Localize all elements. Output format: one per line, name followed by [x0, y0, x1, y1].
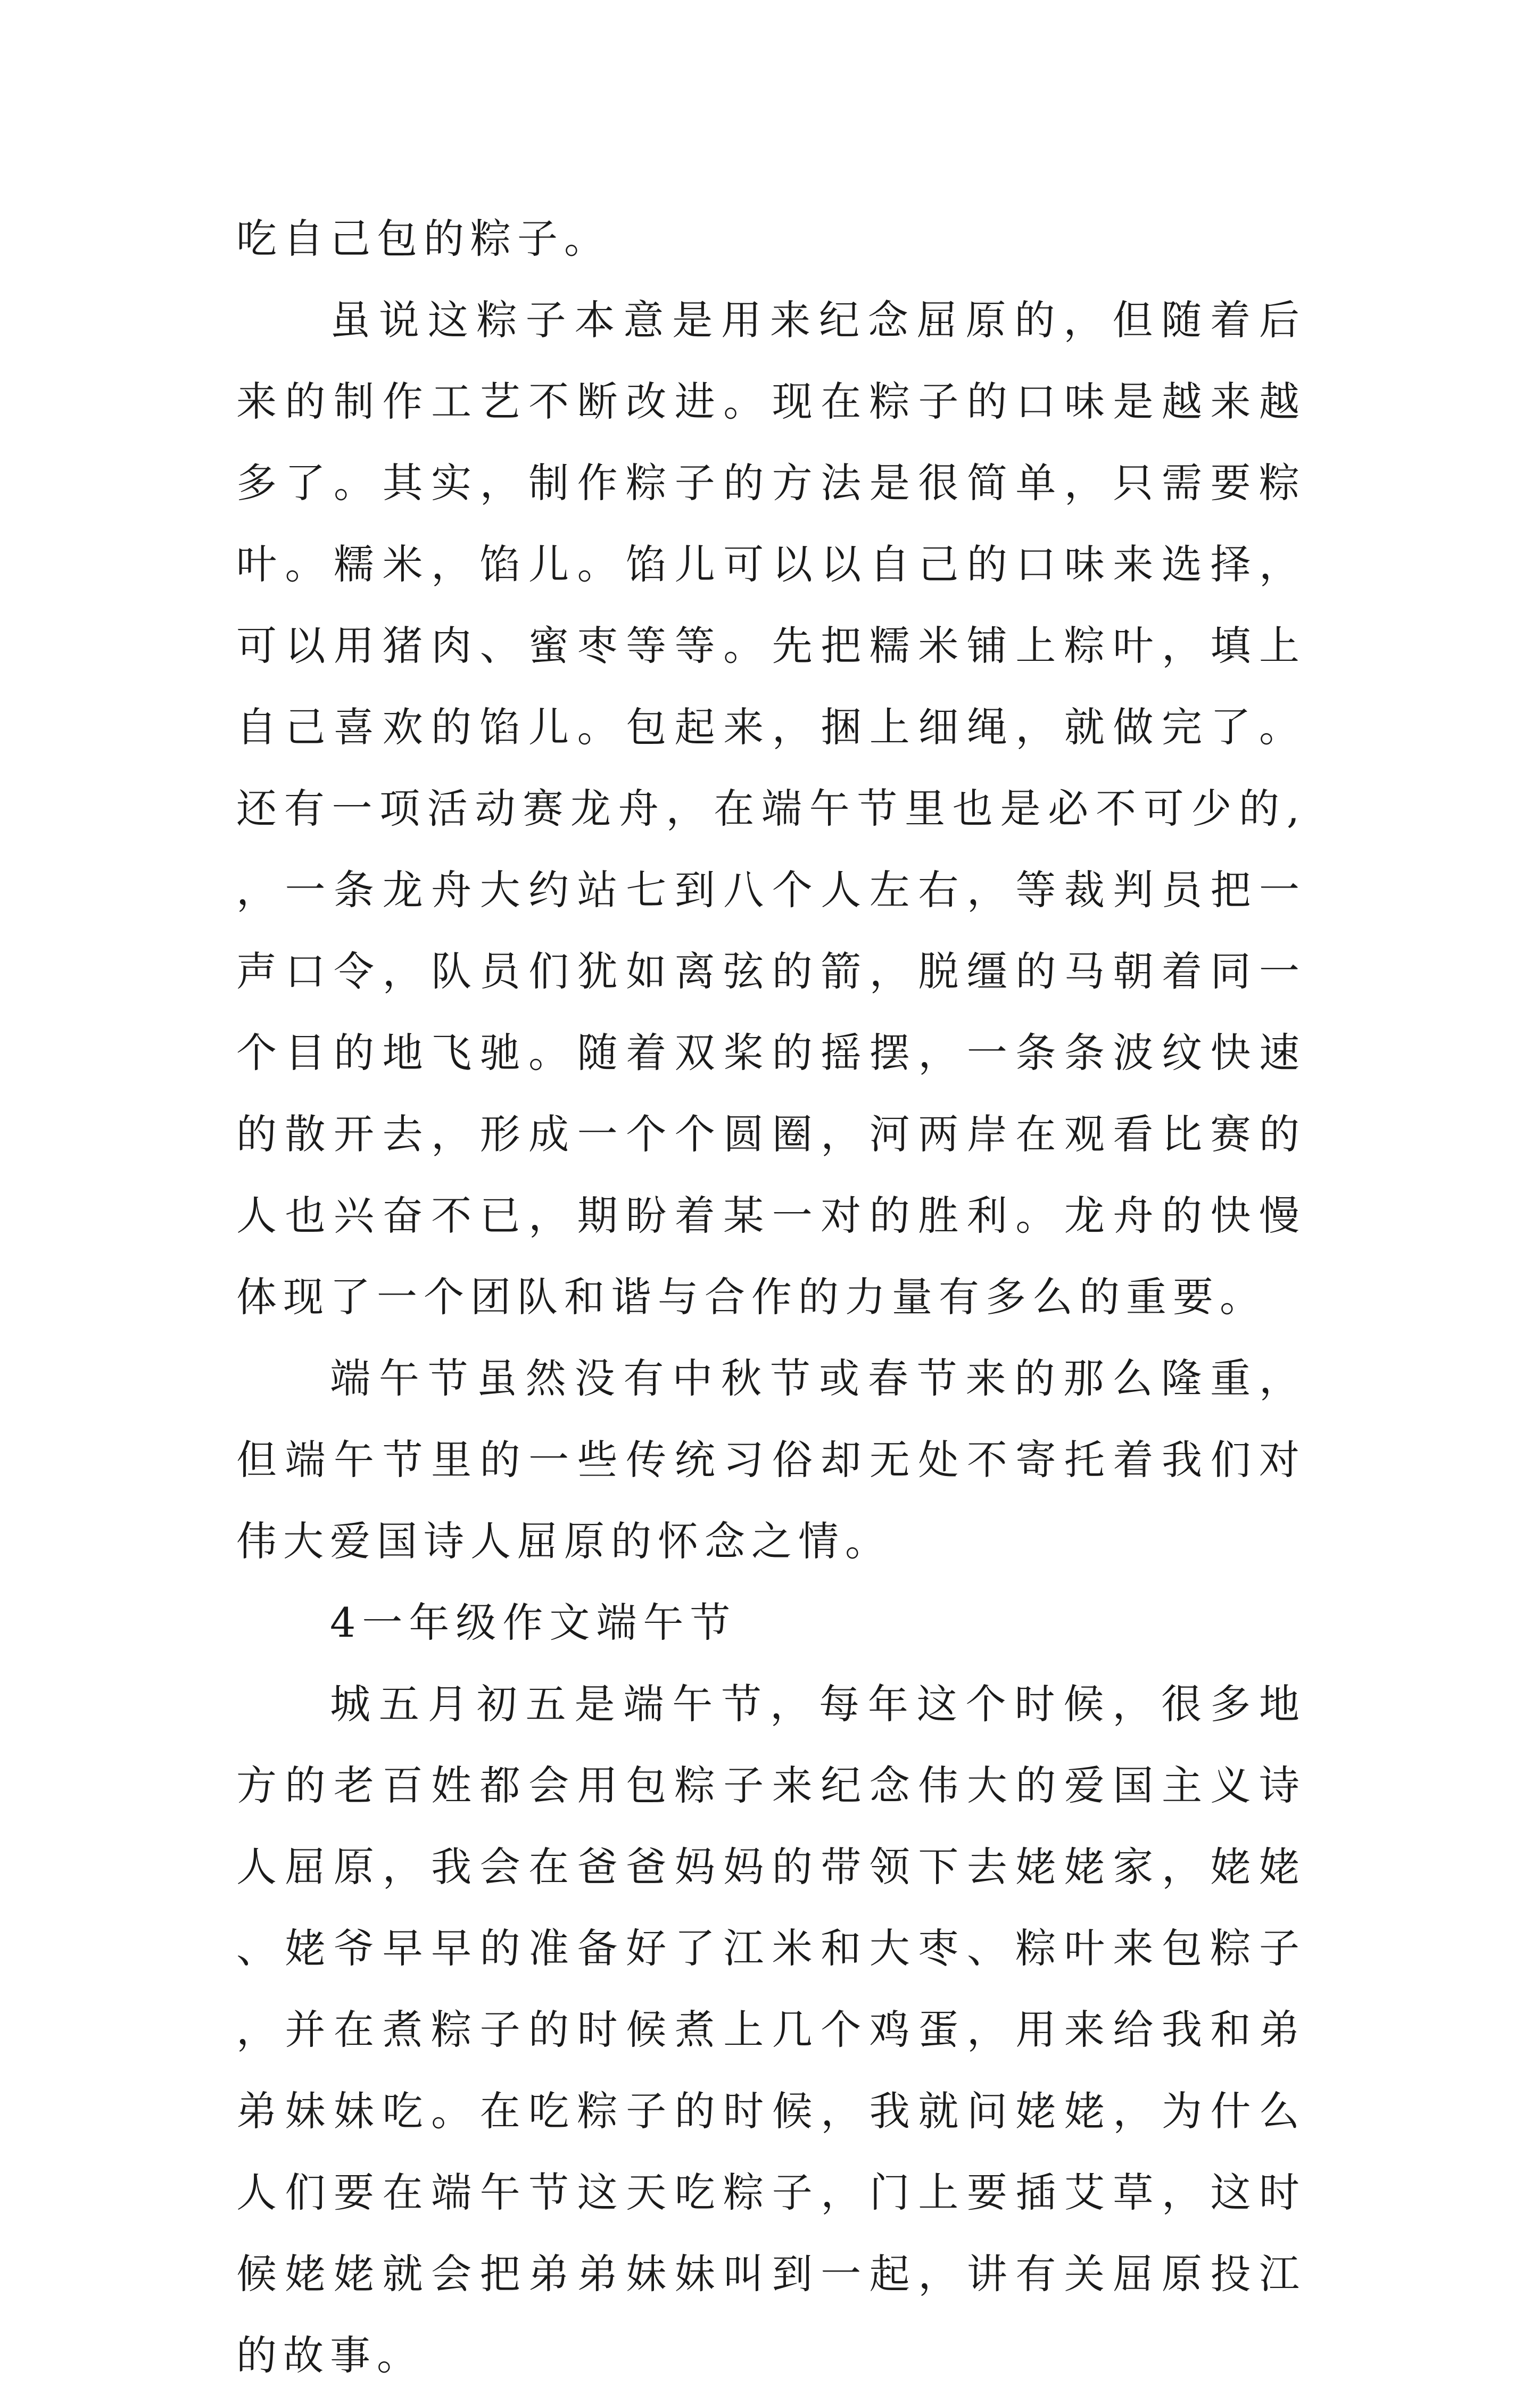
paragraph-continuation: 吃自己包的粽子。	[236, 215, 611, 262]
paragraph-zongzi-and-dragon-boat: 虽说这粽子本意是用来纪念屈原的，但随着后来的制作工艺不断改进。现在粽子的口味是越来越多了。其实，制作粽子的方法是很简单，只需要粽叶。糯米，馅儿。馅儿可以以自己的口味来选择，可以用猪肉、蜜枣等等。先把糯米铺上粽叶，填上自己喜欢的馅儿。包起来，捆上细绳，就做完了。 还有一项活动赛龙舟，在端午节里也是必不可少的,，一条龙舟大约站七到八个人左右，等裁判员把一声口令，队员们犹如离弦的箭，脱缰的马朝着同一个目的地飞驰。随着双桨的摇摆，一条条波纹快速的散开去，形成一个个圆圈，河两岸在观看比赛的人也兴奋不已，期盼着某一对的胜利。龙舟的快慢体现了一个团队和谐与合作的力量有多么的重要。	[236, 296, 1306, 1321]
section-heading: 4一年级作文端午节	[330, 1599, 737, 1646]
paragraph-festival-meaning: 端午节虽然没有中秋节或春节来的那么隆重，但端午节里的一些传统习俗却无处不寄托着我们对伟大爱国诗人屈原的怀念之情。	[236, 1355, 1306, 1565]
paragraph-essay-body: 城五月初五是端午节，每年这个时候，很多地方的老百姓都会用包粽子来纪念伟大的爱国主义诗人屈原，我会在爸爸妈妈的带领下去姥姥家，姥姥、姥爷早早的准备好了江米和大枣、粽叶来包粽子，并在煮粽子的时候煮上几个鸡蛋，用来给我和弟弟妹妹吃。在吃粽子的时候，我就问姥姥，为什么人们要在端午节这天吃粽子，门上要插艾草，这时候姥姥就会把弟弟妹妹叫到一起，讲有关屈原投江的故事。	[236, 1680, 1306, 2379]
document-body	[236, 198, 1306, 2396]
